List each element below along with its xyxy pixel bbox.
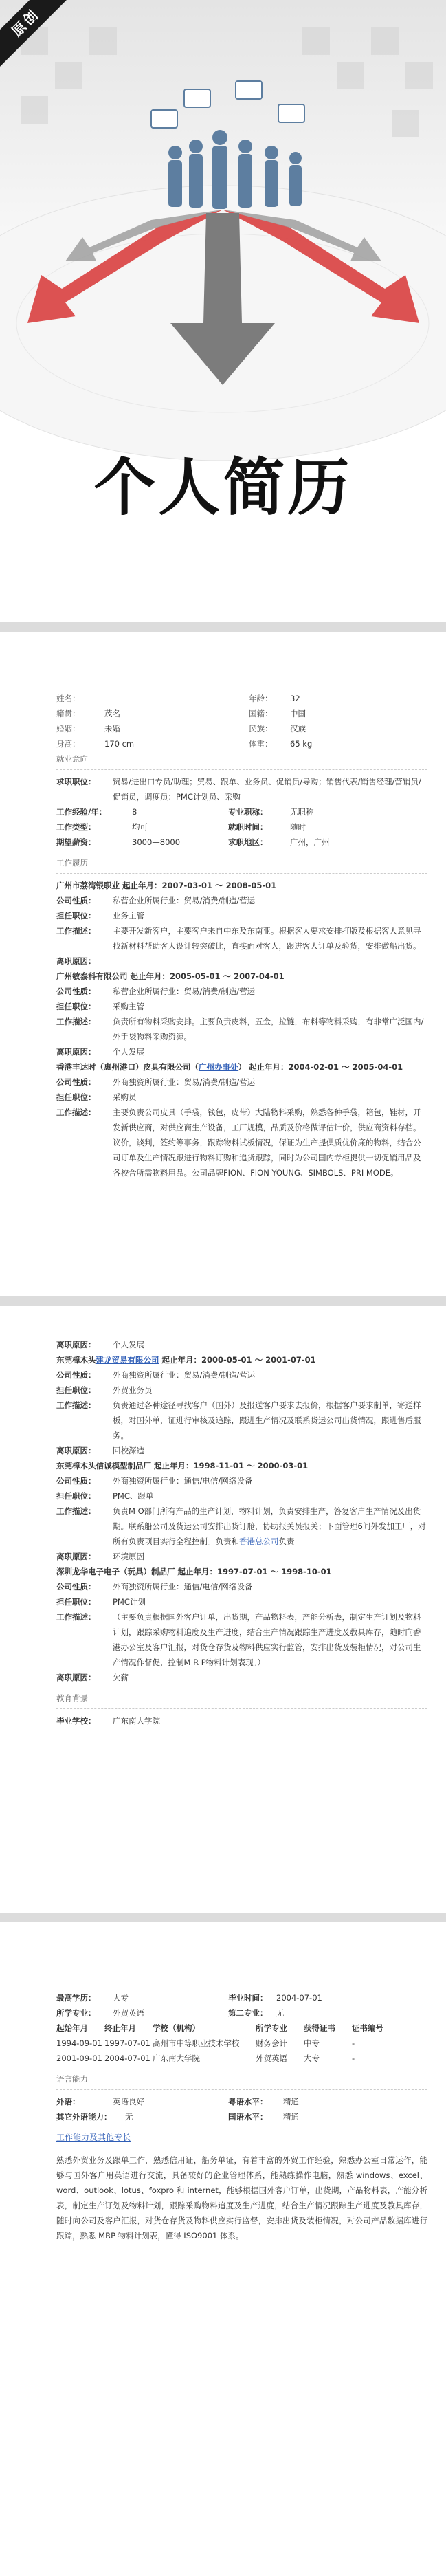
company-text: 东莞樟木头 xyxy=(56,1355,96,1365)
other-label: 其它外语能力： xyxy=(56,2112,112,2122)
field-label: 公司性质： xyxy=(56,1370,96,1380)
section-heading-experience: 工作履历 xyxy=(56,858,88,868)
desc-text: 负责 xyxy=(278,1537,295,1546)
other-value: 无 xyxy=(125,2112,133,2122)
section-heading-intent: 就业意向 xyxy=(56,754,88,764)
field-value xyxy=(113,1504,427,1549)
field-value: 个人发展 xyxy=(113,1340,144,1350)
field-value: 业务主管 xyxy=(113,911,144,921)
edu-row xyxy=(56,1990,427,2005)
height-value: 170 cm xyxy=(104,739,135,749)
job-field xyxy=(56,1609,427,1670)
hometown-label: 籍贯： xyxy=(56,709,80,718)
job-field xyxy=(56,1090,427,1105)
table-cell: 1994-09-01 xyxy=(56,2038,102,2048)
edu-row xyxy=(56,2005,427,2021)
section-separator xyxy=(56,873,427,874)
page-title: 个人简历 xyxy=(93,452,353,524)
field-label: 公司性质： xyxy=(56,1582,96,1592)
job-label: 求职职位： xyxy=(56,777,96,786)
table-row xyxy=(56,2036,427,2051)
table-cell: 大专 xyxy=(304,2054,320,2063)
field-label: 离职原因： xyxy=(56,1446,96,1455)
edu-table-header xyxy=(56,2021,427,2036)
job-field xyxy=(56,954,427,969)
table-header: 终止年月 xyxy=(104,2023,136,2033)
company-text: 起止年月：2000-05-01 ～ 2001-07-01 xyxy=(159,1355,316,1365)
table-cell: 广东南大学院 xyxy=(153,2054,200,2063)
ethnic-value: 汉族 xyxy=(290,724,306,734)
job-field xyxy=(56,1398,427,1443)
salary-value: 3000—8000 xyxy=(132,837,181,847)
weight-label: 体重： xyxy=(249,739,273,749)
intent-row xyxy=(56,835,427,850)
field-value: 采购员 xyxy=(113,1092,137,1102)
basic-row xyxy=(56,721,427,736)
hometown-value: 茂名 xyxy=(104,709,120,718)
job-field xyxy=(56,923,427,954)
nation-value: 中国 xyxy=(290,709,306,718)
field-label: 离职原因： xyxy=(56,956,96,966)
hero-illustration xyxy=(0,0,446,385)
field-label: 工作描述： xyxy=(56,1017,96,1026)
job-field xyxy=(56,1670,427,1685)
job-company xyxy=(56,1059,427,1075)
section-heading-self-eval[interactable]: 工作能力及其他专长 xyxy=(56,2133,131,2142)
field-label: 工作描述： xyxy=(56,1506,96,1516)
job-field xyxy=(56,1105,427,1178)
field-value: 主要开发新客户，主要客户来自中东及东南亚。根据客人要求安排打版及根据客人意见寻找新材料帮助客人设计较突破比，直接面对客人，跟进客人订单及验货，安排做船出货。 xyxy=(113,926,421,951)
job-field xyxy=(56,1337,427,1352)
field-value: 外商独资所属行业：贸易/消费/制造/营运 xyxy=(113,1077,256,1087)
job-field xyxy=(56,1488,427,1504)
job-field xyxy=(56,1075,427,1090)
table-cell: 1997-07-01 xyxy=(104,2038,150,2048)
type-label: 工作类型： xyxy=(56,822,96,832)
divider xyxy=(0,622,446,632)
job-field xyxy=(56,1367,427,1383)
ethnic-label: 民族： xyxy=(249,724,273,734)
original-badge: 原创 xyxy=(0,0,71,68)
job-company: 东莞樟木头信诚模型制品厂 起止年月：1998-11-01 ～ 2000-03-01 xyxy=(56,1461,309,1471)
field-value: 外商独资所属行业：通信/电信/网络设备 xyxy=(113,1582,253,1592)
field-label: 离职原因： xyxy=(56,1047,96,1057)
table-cell: 财务会计 xyxy=(256,2038,287,2048)
job-company xyxy=(56,1352,427,1367)
major-value: 外贸英语 xyxy=(113,2008,144,2018)
mandarin-value: 精通 xyxy=(283,2112,299,2122)
start-label: 就职时间： xyxy=(228,822,268,832)
section-separator xyxy=(56,1708,427,1709)
field-value: 外商独资所属行业：通信/电信/网络设备 xyxy=(113,1476,253,1486)
resume-page-2 xyxy=(56,1337,427,1728)
job-field xyxy=(56,1594,427,1609)
basic-row xyxy=(56,736,427,751)
field-label: 离职原因： xyxy=(56,1340,96,1350)
basic-row xyxy=(56,691,427,706)
field-label: 离职原因： xyxy=(56,1552,96,1561)
foreign-value: 英语良好 xyxy=(113,2097,144,2106)
height-label: 身高： xyxy=(56,739,80,749)
company-text: ） 起止年月：2004-02-01 ～ 2005-04-01 xyxy=(238,1062,403,1072)
lang-row xyxy=(56,2109,427,2124)
nation-label: 国籍： xyxy=(249,709,273,718)
field-label: 公司性质： xyxy=(56,896,96,905)
type-value: 均可 xyxy=(132,822,148,832)
field-value: （主要负责根据国外客户订单，出货期，产品物料表，产能分析表，制定生产订划及物料计划，跟踪采购物料追度及生产进度，结合生产情况跟踪生产进度及教具库存，随时向香港办公室及客户汇报，对货仓存货及物料供应实行监管，安排出货及装柜情况，对公司生产情况作督促，控制M R P物料计划表现。） xyxy=(113,1612,421,1667)
desc-text: 负责M O部门所有产品的生产计划，物料计划，负责安排生产，答复客户生产情况及出货期。联系船公司及货运公司安排出货订舱，协助报关员报关；下面管理6间外发加工厂，对所有负责项目实行全程控制。负责和 xyxy=(113,1506,426,1546)
table-header: 起始年月 xyxy=(56,2023,88,2033)
place-value: 广州，广州 xyxy=(290,837,330,847)
job-field xyxy=(56,1549,427,1564)
degree-label: 最高学历： xyxy=(56,1993,96,2003)
job-field xyxy=(56,999,427,1014)
field-value: 外商独资所属行业：贸易/消费/制造/营运 xyxy=(113,1370,256,1380)
start-value: 随时 xyxy=(290,822,306,832)
table-cell: 2001-09-01 xyxy=(56,2054,102,2063)
job-field xyxy=(56,1443,427,1458)
marital-value: 未婚 xyxy=(104,724,120,734)
basic-row xyxy=(56,706,427,721)
job-field xyxy=(56,1473,427,1488)
job-field xyxy=(56,1579,427,1594)
field-value: 外贸业务员 xyxy=(113,1385,153,1395)
field-label: 工作描述： xyxy=(56,1400,96,1410)
cantonese-label: 粤语水平： xyxy=(228,2097,268,2106)
field-value: 负责通过各种途径寻找客户（国外）及报送客户要求去报价，根据客户要求制单，寄送样板，对国外单，证进行审核及追踪，跟进生产情况及联系货运公司出货情况，跟进售后服务。 xyxy=(113,1400,421,1440)
marital-label: 婚姻： xyxy=(56,724,80,734)
field-label: 毕业学校： xyxy=(56,1716,96,1726)
intent-job xyxy=(56,774,427,804)
grad-time-value: 2004-07-01 xyxy=(276,1993,322,2003)
field-value: 广东南大学院 xyxy=(113,1716,160,1726)
table-header: 所学专业 xyxy=(256,2023,287,2033)
divider xyxy=(0,1913,446,1922)
major-label: 所学专业： xyxy=(56,2008,96,2018)
company-link[interactable]: 广州办事处 xyxy=(199,1062,238,1072)
salary-label: 期望薪资： xyxy=(56,837,96,847)
table-header: 学校（机构） xyxy=(153,2023,200,2033)
resume-page-3 xyxy=(56,1990,427,2243)
company-text: 香港丰达时（惠州港口）皮具有限公司（ xyxy=(56,1062,199,1072)
field-value: 采购主管 xyxy=(113,1002,144,1011)
job-field xyxy=(56,1504,427,1549)
years-label: 工作经验/年： xyxy=(56,807,107,817)
table-cell: 中专 xyxy=(304,2038,320,2048)
field-value: PMC、跟单 xyxy=(113,1491,154,1501)
job-field xyxy=(56,908,427,923)
table-header: 获得证书 xyxy=(304,2023,335,2033)
section-heading-education: 教育背景 xyxy=(56,1693,88,1703)
age-label: 年龄： xyxy=(249,694,273,703)
table-row xyxy=(56,2051,427,2066)
field-value: 负责所有物料采购安排。主要负责皮料，五金，拉链，布料等物料采购，有非常广泛国内/外手袋物料采购资源。 xyxy=(113,1017,424,1042)
table-cell: 2004-07-01 xyxy=(104,2054,150,2063)
mandarin-label: 国语水平： xyxy=(228,2112,268,2122)
years-value: 8 xyxy=(132,807,137,817)
field-value: 环境原因 xyxy=(113,1552,144,1561)
desc-link[interactable]: 香港总公司 xyxy=(239,1537,279,1546)
job-field xyxy=(56,984,427,999)
table-cell: - xyxy=(352,2038,355,2048)
job-value: 贸易/进出口专员/助理；贸易、跟单、业务员、促销员/导购；销售代表/销售经理/营销员/促销员，调度员：PMC计划员、采购 xyxy=(113,777,421,802)
field-label: 工作描述： xyxy=(56,926,96,936)
table-cell: 高州市中等职业技术学校 xyxy=(153,2038,240,2048)
job-company: 深圳龙华电子电子（玩具）制品厂 起止年月：1997-07-01 ～ 1998-10-01 xyxy=(56,1567,332,1576)
field-label: 公司性质： xyxy=(56,1476,96,1486)
major2-value: 无 xyxy=(276,2008,285,2018)
section-separator xyxy=(56,2089,427,2090)
divider xyxy=(0,1296,446,1306)
field-label: 工作描述： xyxy=(56,1612,96,1622)
job-field xyxy=(56,893,427,908)
degree-value: 大专 xyxy=(113,1993,129,2003)
job-field xyxy=(56,1383,427,1398)
field-label: 公司性质： xyxy=(56,987,96,996)
lang-row xyxy=(56,2094,427,2109)
field-label: 担任职位： xyxy=(56,1597,96,1607)
self-eval-text: 熟悉外贸业务及跟单工作，熟悉信用证，船务单证，有着丰富的外贸工作经验，熟悉办公室日常运作，能够与国外客户用英语进行交流，具备较好的企业管理体系，能熟练操作电脑，熟悉 windows、excel、word、outlook、lotus、foxpro 和 internet，能够根据国外客户订单，出货期，产品物料表，产能分析表，制定生产订划及物料计划，跟踪采购物料追度及生产进度，结合生产情况跟踪生产进度及教具库存，随时向公司及客户汇报，对货仓存货及物料供应实行监督，安排出货及装柜情况，对公司产品数据库进行跟踪，熟悉 MRP 物料计划表，懂得 ISO9001 体系。 xyxy=(56,2155,427,2241)
job-field xyxy=(56,1044,427,1059)
section-separator xyxy=(56,769,427,770)
field-label: 担任职位： xyxy=(56,1002,96,1011)
field-label: 担任职位： xyxy=(56,1491,96,1501)
title-label: 专业职称： xyxy=(228,807,268,817)
field-value: 私营企业所属行业：贸易/消费/制造/营运 xyxy=(113,987,256,996)
section-heading-language: 语言能力 xyxy=(56,2074,88,2084)
company-link[interactable]: 建龙贸易有限公司 xyxy=(96,1355,159,1365)
field-value: 个人发展 xyxy=(113,1047,144,1057)
field-value: 主要负责公司皮具（手袋，钱包，皮带）大陆物料采购，熟悉各种手袋，箱包，鞋材，开发新供应商，对供应商生产设备，工厂规模，品质及价格做评估计价，供应商资料存档。议价，谈判，签约等事务，跟踪物料试板情况，保证为生产提供质优价廉的物料，结合公司订单及生产情况跟进行物料订购和追货跟踪，同时为公司国内专柜提供一切促销用品及各校合所需物料用品。公司品牌FION、FION YOUNG、SIMBOLS、PRI MODE。 xyxy=(113,1108,421,1178)
foreign-label: 外语： xyxy=(56,2097,80,2106)
field-value: PMC计划 xyxy=(113,1597,146,1607)
field-value: 欠薪 xyxy=(113,1673,129,1682)
cantonese-value: 精通 xyxy=(283,2097,299,2106)
resume-page-1 xyxy=(56,691,427,1178)
place-label: 求职地区： xyxy=(228,837,268,847)
grad-time-label: 毕业时间： xyxy=(228,1993,268,2003)
table-cell: 外贸英语 xyxy=(256,2054,287,2063)
field-value: 私营企业所属行业：贸易/消费/制造/营运 xyxy=(113,896,256,905)
hero-banner xyxy=(0,0,446,385)
age-value: 32 xyxy=(290,694,300,703)
title-value: 无职称 xyxy=(290,807,314,817)
field-label: 担任职位： xyxy=(56,911,96,921)
intent-row xyxy=(56,819,427,835)
weight-value: 65 kg xyxy=(290,739,313,749)
table-cell: - xyxy=(352,2054,355,2063)
job-field xyxy=(56,1014,427,1044)
major2-label: 第二专业： xyxy=(228,2008,268,2018)
job-field xyxy=(56,1713,427,1728)
field-label: 公司性质： xyxy=(56,1077,96,1087)
job-company: 广州敏泰科有限公司 起止年月：2005-05-01 ～ 2007-04-01 xyxy=(56,971,285,981)
field-label: 担任职位： xyxy=(56,1385,96,1395)
job-company: 广州市荔湾银职业 起止年月：2007-03-01 ～ 2008-05-01 xyxy=(56,881,277,890)
name-label: 姓名： xyxy=(56,694,80,703)
field-value: 回校深造 xyxy=(113,1446,144,1455)
field-label: 担任职位： xyxy=(56,1092,96,1102)
table-header: 证书编号 xyxy=(352,2023,383,2033)
field-label: 工作描述： xyxy=(56,1108,96,1117)
intent-row xyxy=(56,804,427,819)
field-label: 离职原因： xyxy=(56,1673,96,1682)
